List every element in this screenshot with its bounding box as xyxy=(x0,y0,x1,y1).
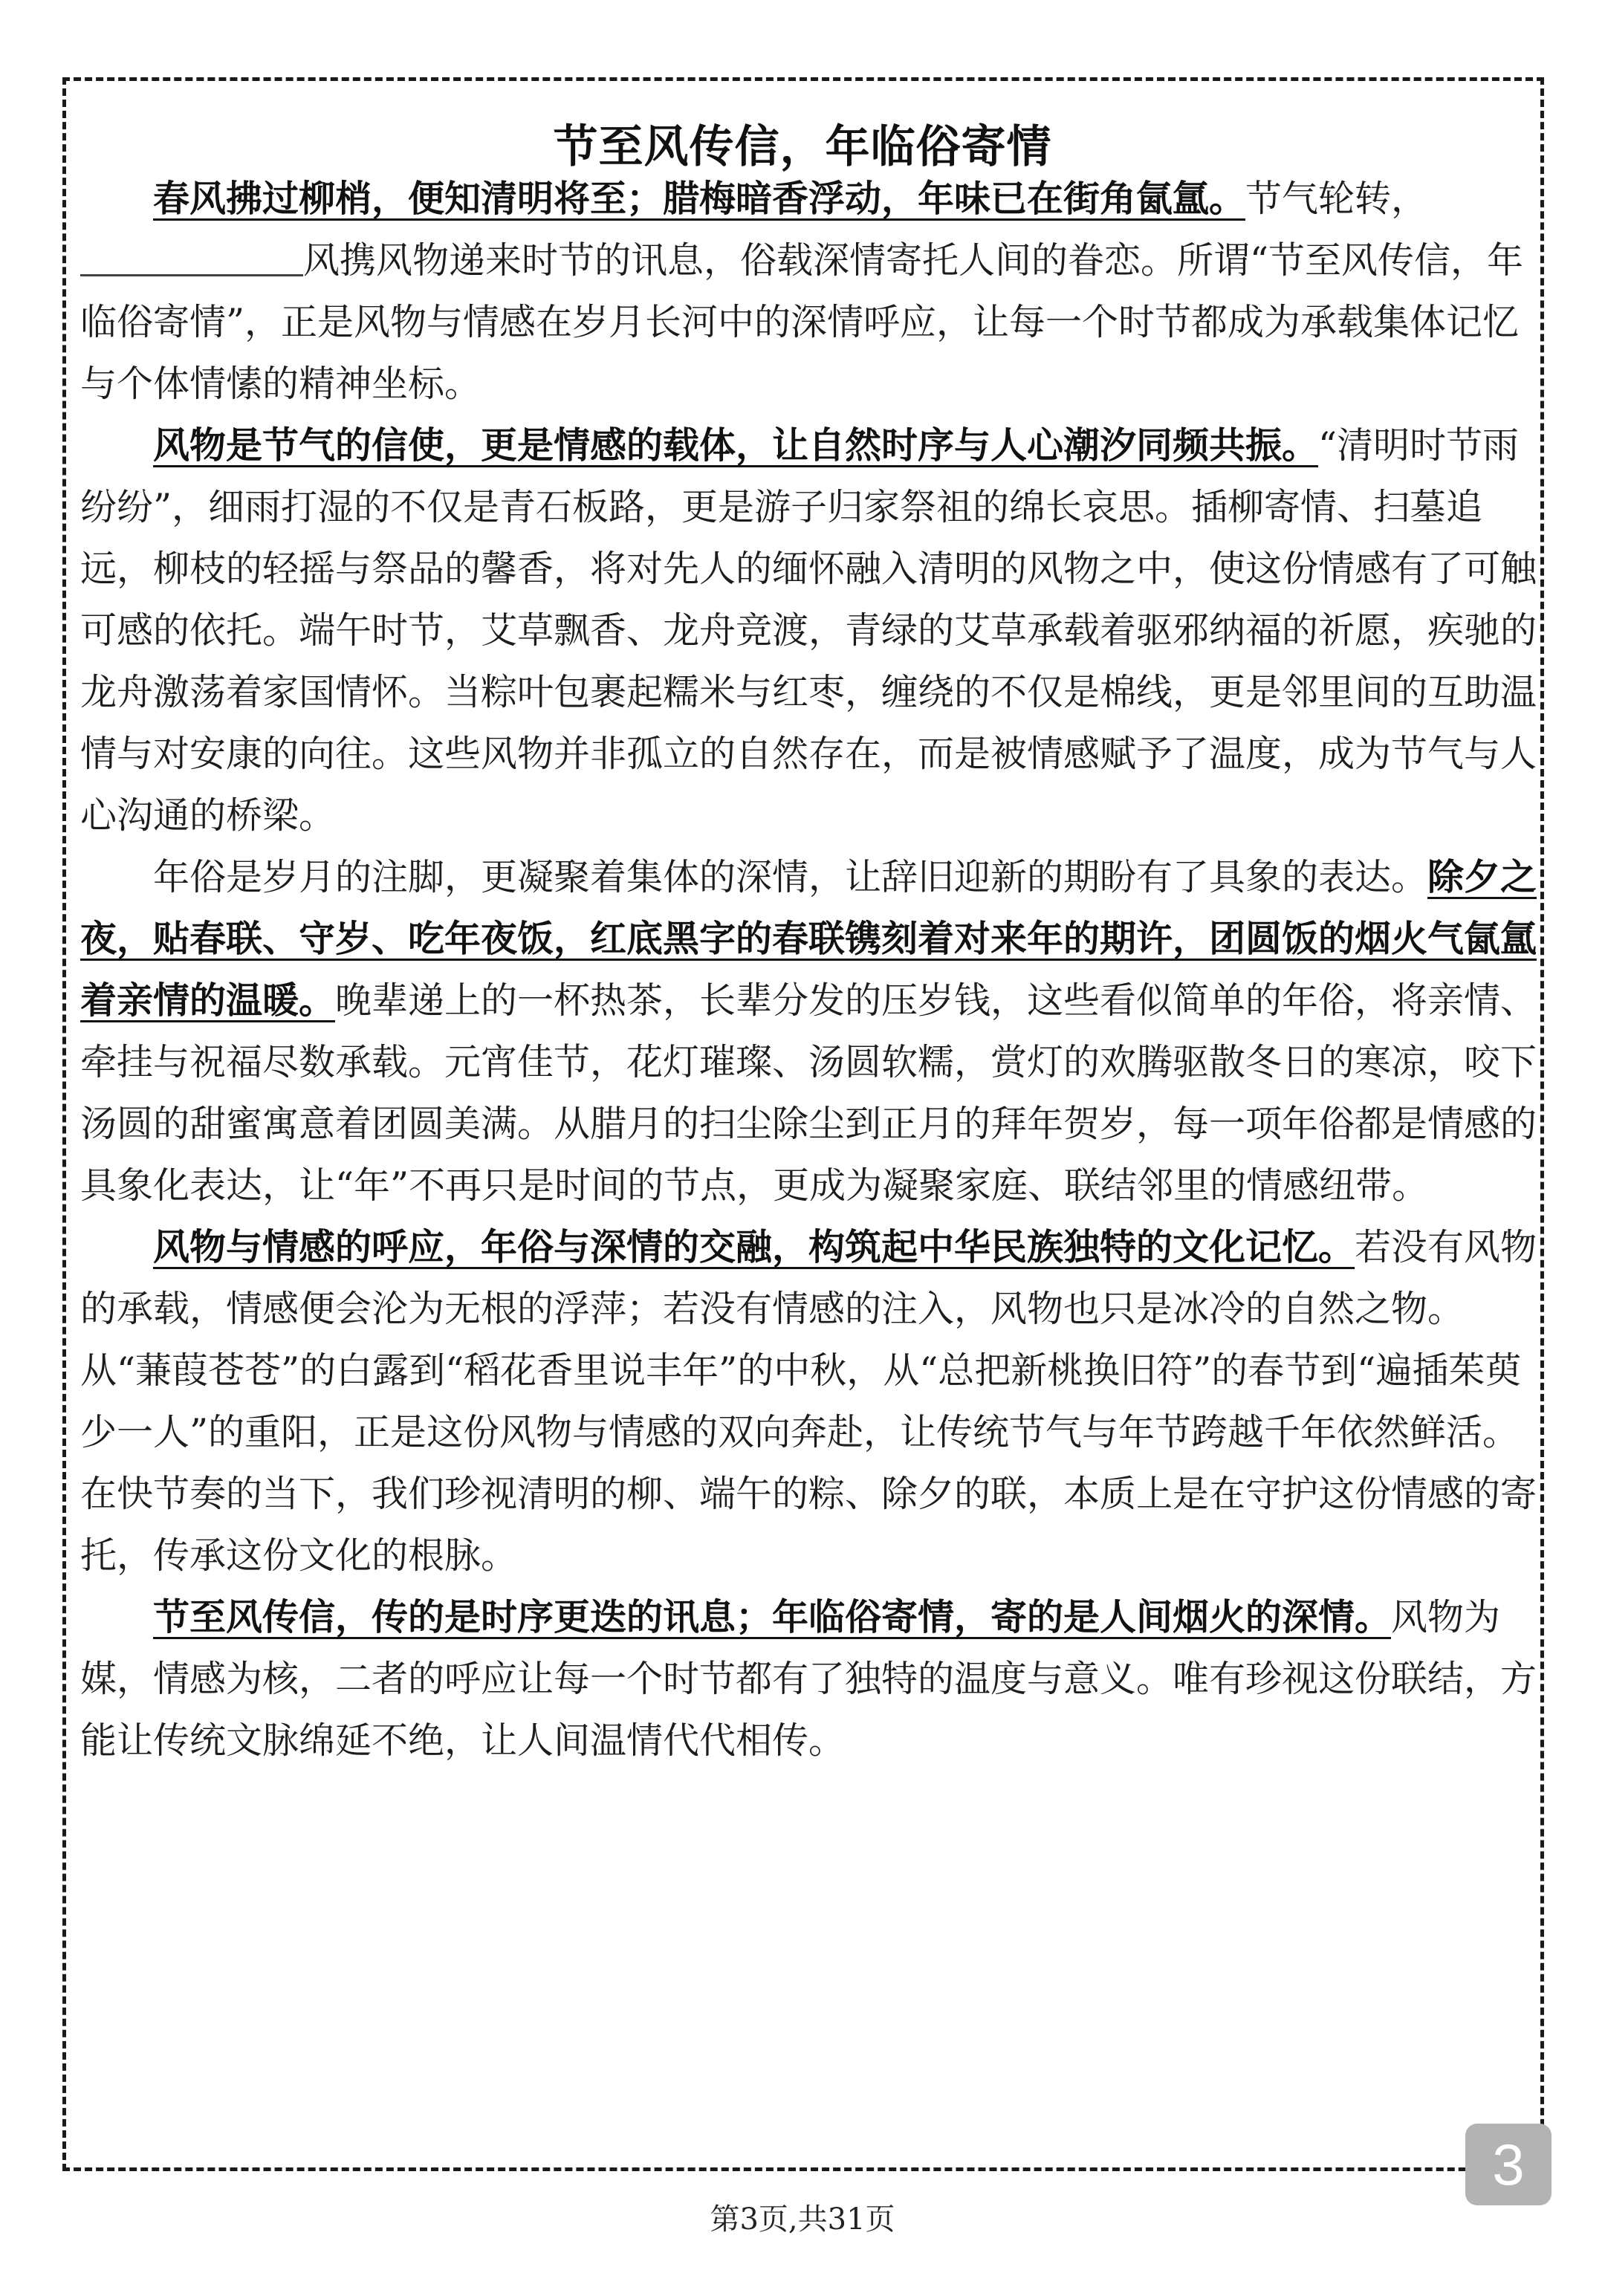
page-number-badge: 3 xyxy=(1465,2124,1552,2205)
key-sentence: 风物与情感的呼应，年俗与深情的交融，构筑起中华民族独特的文化记忆。 xyxy=(153,1225,1355,1268)
essay-body xyxy=(80,168,1549,1771)
essay-title: 节至风传信，年临俗寄情 xyxy=(553,121,1052,174)
paragraph-text: 年俗是岁月的注脚，更凝聚着集体的深情，让辞旧迎新的期盼有了具象的表达。 xyxy=(153,856,1428,898)
paragraph-text: 若没有风物的承载，情感便会沦为无根的浮萍；若没有情感的注入，风物也只是冰冷的自然之物。从“蒹葭苍苍”的白露到“稻花香里说丰年”的中秋，从“总把新桃换旧符”的春节到“遍插茱萸少一人”的重阳，正是这份风物与情感的双向奔赴，让传统节气与年节跨越千年依然鲜活。在快节奏的当下，我们珍视清明的柳、端午的粽、除夕的联，本质上是在守护这份情感的寄托，传承这份文化的根脉。 xyxy=(80,1226,1537,1577)
paragraph-text: “清明时节雨纷纷”，细雨打湿的不仅是青石板路，更是游子归家祭祖的绵长哀思。插柳寄情、扫墓追远，柳枝的轻摇与祭品的馨香，将对先人的缅怀融入清明的风物之中，使这份情感有了可触可感的依托。端午时节，艾草飘香、龙舟竞渡，青绿的艾草承载着驱邪纳福的祈愿，疾驰的龙舟激荡着家国情怀。当粽叶包裹起糯米与红枣，缠绕的不仅是棉线，更是邻里间的互助温情与对安康的向往。这些风物并非孤立的自然存在，而是被情感赋予了温度，成为节气与人心沟通的桥梁。 xyxy=(80,424,1537,837)
paragraph-3 xyxy=(80,846,1549,1216)
paragraph-1 xyxy=(80,168,1549,415)
paragraph-text: 节气轮转， xyxy=(1245,178,1428,220)
paragraph-4 xyxy=(80,1216,1549,1586)
paragraph-2 xyxy=(80,415,1549,846)
paragraph-5 xyxy=(80,1586,1549,1771)
key-sentence: 风物是节气的信使，更是情感的载体，让自然时序与人心潮汐同频共振。 xyxy=(153,424,1319,467)
page-footer: 第3页,共31页 xyxy=(710,2202,895,2237)
paragraph-text: 风携风物递来时节的讯息，俗载深情寄托人间的眷恋。所谓“节至风传信，年临俗寄情”，正是风物与情感在岁月长河中的深情呼应，让每一个时节都成为承载集体记忆与个体情愫的精神坐标。 xyxy=(80,239,1524,405)
blank-gap xyxy=(80,238,303,276)
key-sentence: 春风拂过柳梢，便知清明将至；腊梅暗香浮动，年味已在街角氤氲。 xyxy=(153,177,1246,220)
paragraph-text: 晚辈递上的一杯热茶，长辈分发的压岁钱，这些看似简单的年俗，将亲情、牵挂与祝福尽数承载。元宵佳节，花灯璀璨、汤圆软糯，赏灯的欢腾驱散冬日的寒凉，咬下汤圆的甜蜜寓意着团圆美满。从腊月的扫尘除尘到正月的拜年贺岁，每一项年俗都是情感的具象化表达，让“年”不再只是时间的节点，更成为凝聚家庭、联结邻里的情感纽带。 xyxy=(80,979,1537,1207)
key-sentence: 节至风传信，传的是时序更迭的讯息；年临俗寄情，寄的是人间烟火的深情。 xyxy=(153,1595,1392,1638)
key-sentence: 除夕之夜，贴春联、守岁、吃年夜饭，红底黑字的春联镌刻着对来年的期许，团圆饭的烟火气氤氲着亲情的温暖。 xyxy=(80,855,1537,1022)
paragraph-text: 风物为媒，情感为核，二者的呼应让每一个时节都有了独特的温度与意义。唯有珍视这份联结，方能让传统文脉绵延不绝，让人间温情代代相传。 xyxy=(80,1596,1537,1762)
